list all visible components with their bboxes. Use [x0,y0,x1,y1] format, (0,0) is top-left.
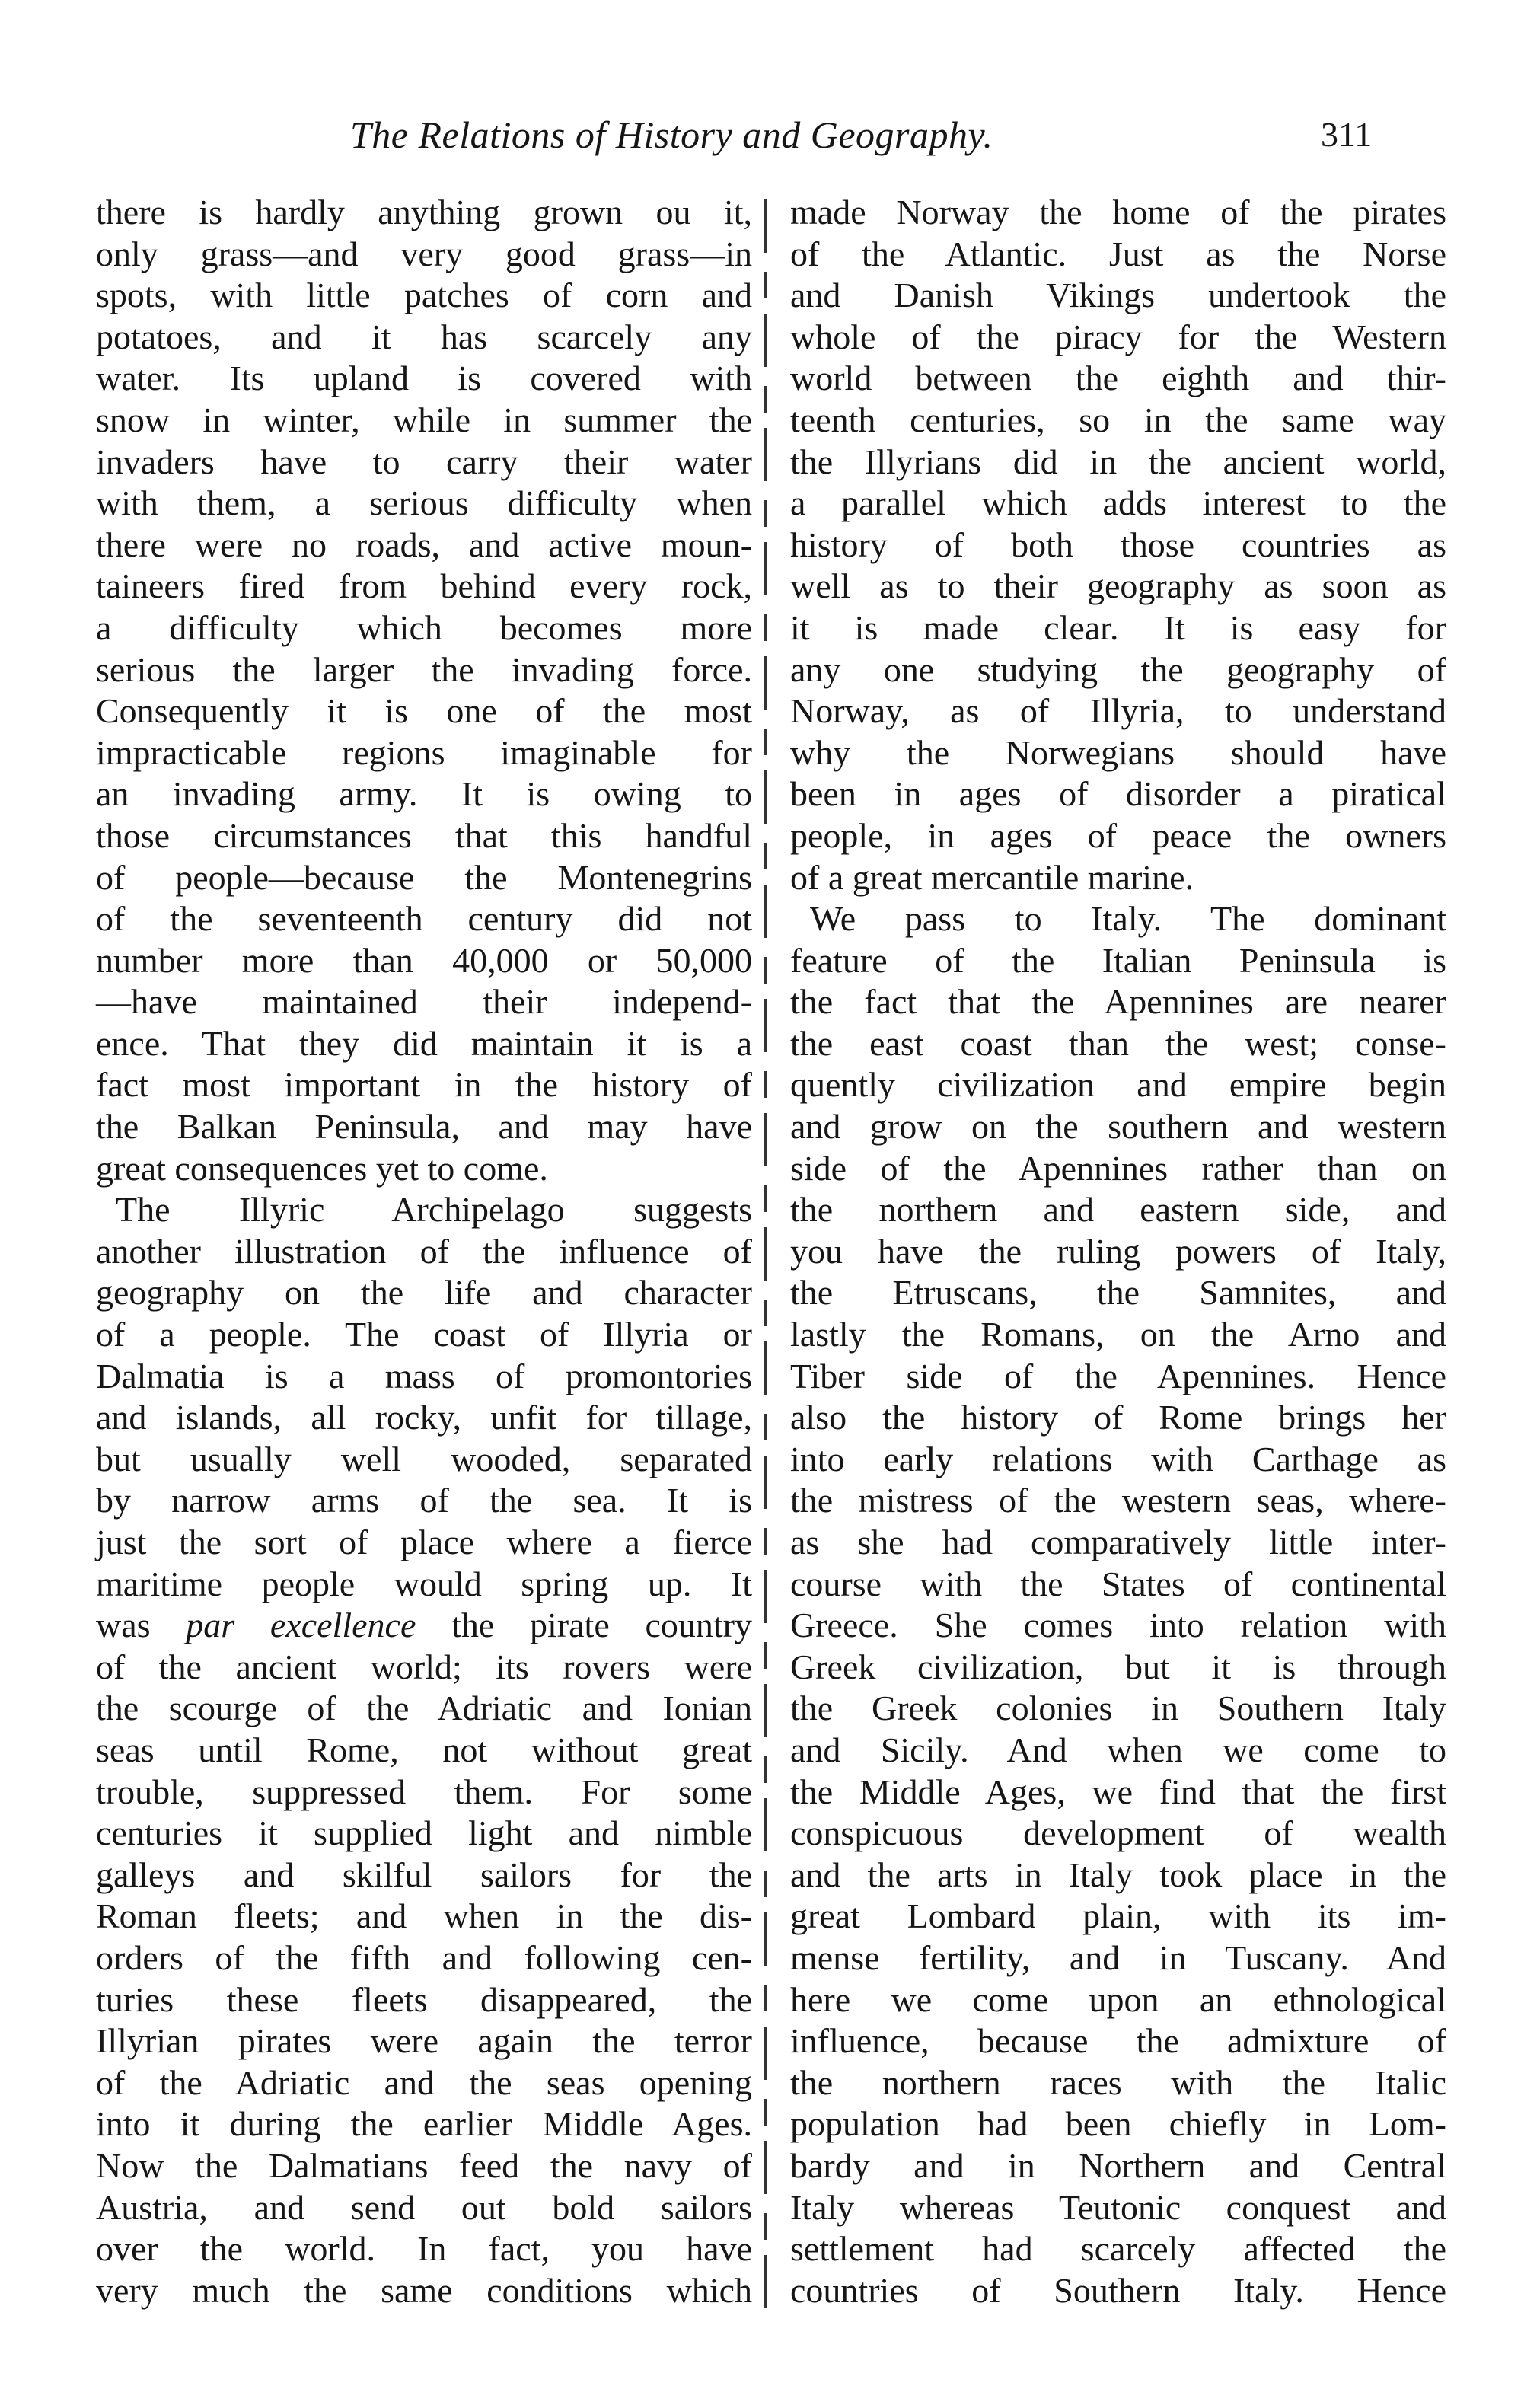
text-line: quently civilization and empire begin [790,1065,1446,1105]
text-line: ence. That they did maintain it is a [96,1023,752,1063]
text-line: taineers fired from behind every rock, [96,566,752,606]
text-line: the scourge of the Adriatic and Ionian [96,1689,752,1728]
text-line: mense fertility, and in Tuscany. And [790,1938,1446,1977]
text-line: We pass to Italy. The dominant [810,899,1446,939]
text-line: there is hardly anything grown ou it, [96,193,752,231]
text-line: here we come upon an ethnological [790,1979,1446,2019]
text-line: the Illyrians did in the ancient world, [790,442,1446,481]
text-line: Illyrian pirates were again the terror [96,2021,752,2061]
text-line: side of the Apennines rather than on [790,1148,1446,1188]
text-line: maritime people would spring up. It [96,1564,752,1603]
text-line: also the history of Rome brings her [790,1398,1446,1437]
text-line: potatoes, and it has scarcely any [96,317,752,356]
text-line: a parallel which adds interest to the [790,483,1446,523]
text-line: as she had comparatively little inter- [790,1523,1446,1561]
text-line: Greece. She comes into relation with [790,1606,1446,1645]
text-line: Norway, as of Illyria, to understand [790,691,1446,731]
text-line: into it during the earlier Middle Ages. [96,2104,752,2144]
text-line: great consequences yet to come. [96,1148,548,1188]
text-line: population had been chiefly in Lom- [790,2104,1446,2144]
text-line: Italy whereas Teutonic conquest and [790,2187,1446,2227]
running-head-title: The Relations of History and Geography. [350,113,993,156]
text-line: and islands, all rocky, unfit for tillage, [96,1398,752,1437]
text-line: the fact that the Apennines are nearer [790,982,1446,1022]
text-line: lastly the Romans, on the Arno and [790,1315,1446,1354]
text-line: the Greek colonies in Southern Italy [790,1689,1446,1728]
text-line: the Balkan Peninsula, and may have [96,1107,752,1147]
text-line: of a great mercantile marine. [790,857,1194,897]
text-line: well as to their geography as soon as [790,566,1446,606]
text-line: Now the Dalmatians feed the navy of [96,2145,752,2185]
text-line: of the Adriatic and the seas opening [96,2062,752,2102]
text-line: world between the eighth and thir- [790,359,1446,398]
right-text-column [790,192,1446,2311]
text-line: and Danish Vikings undertook the [790,276,1446,315]
text-line: with them, a serious difficulty when [96,483,752,523]
column-divider [764,199,767,2316]
italic-phrase: par excellence [186,1606,416,1645]
text-line: you have the ruling powers of Italy, [790,1231,1446,1271]
text-line: Consequently it is one of the most [96,691,752,731]
text-line: by narrow arms of the sea. It is [96,1481,752,1520]
text-line: of a people. The coast of Illyria or [96,1315,752,1354]
text-line: people, in ages of peace the owners [790,815,1446,855]
text-line: Tiber side of the Apennines. Hence [790,1356,1446,1395]
text-line: number more than 40,000 or 50,000 [96,940,752,980]
text-line: any one studying the geography of [790,649,1446,689]
text-line: history of both those countries as [790,525,1446,564]
text-line: trouble, suppressed them. For some [96,1772,752,1811]
text-line: spots, with little patches of corn and [96,276,752,315]
left-text-column [96,192,752,2311]
page-number: 311 [1321,115,1373,154]
text-line: the northern races with the Italic [790,2062,1446,2102]
text-line: Roman fleets; and when in the dis- [96,1896,752,1936]
text-line: but usually well wooded, separated [96,1439,752,1478]
text-line: over the world. In fact, you have [96,2229,752,2269]
text-line: snow in winter, while in summer the [96,400,752,439]
text-line: just the sort of place where a fierce [96,1523,752,1561]
text-line: Dalmatia is a mass of promontories [96,1356,752,1395]
text-line: galleys and skilful sailors for the [96,1855,752,1894]
text-line: and grow on the southern and western [790,1107,1446,1147]
text-line: was par excellence the pirate country [96,1606,752,1645]
text-line: it is made clear. It is easy for [790,608,1446,647]
text-line: influence, because the admixture of [790,2021,1446,2061]
text-line: a difficulty which becomes more [96,608,752,647]
text-line: of the ancient world; its rovers were [96,1647,752,1686]
text-line: Greek civilization, but it is through [790,1647,1446,1686]
text-line: fact most important in the history of [96,1065,752,1105]
text-line: whole of the piracy for the Western [790,317,1446,356]
text-line: the mistress of the western seas, where- [790,1481,1446,1520]
text-line: geography on the life and character [96,1273,752,1312]
text-line: into early relations with Carthage as [790,1439,1446,1478]
text-line: great Lombard plain, with its im- [790,1896,1446,1936]
text-line: feature of the Italian Peninsula is [790,940,1446,980]
text-line: very much the same conditions which [96,2270,752,2310]
text-line: seas until Rome, not without great [96,1730,752,1769]
text-line: made Norway the home of the pirates [790,193,1446,231]
text-line: why the Norwegians should have [790,732,1446,772]
text-line: turies these fleets disappeared, the [96,1979,752,2019]
text-line: the Middle Ages, we find that the first [790,1772,1446,1811]
text-line: been in ages of disorder a piratical [790,774,1446,814]
text-line: of the seventeenth century did not [96,899,752,939]
text-line: Austria, and send out bold sailors [96,2187,752,2227]
text-line: course with the States of continental [790,1564,1446,1603]
text-line: the Etruscans, the Samnites, and [790,1273,1446,1312]
text-line: settlement had scarcely affected the [790,2229,1446,2269]
text-line: conspicuous development of wealth [790,1813,1446,1853]
text-line: The Illyric Archipelago suggests [116,1190,752,1230]
text-line: an invading army. It is owing to [96,774,752,814]
text-line: serious the larger the invading force. [96,649,752,689]
text-line: centuries it supplied light and nimble [96,1813,752,1853]
text-line: orders of the fifth and following cen- [96,1938,752,1977]
text-line: only grass—and very good grass—in [96,234,752,273]
text-line: another illustration of the influence of [96,1231,752,1271]
text-line: —have maintained their independ- [96,982,752,1022]
text-line: water. Its upland is covered with [96,359,752,398]
text-line: of people—because the Montenegrins [96,857,752,897]
text-line: and Sicily. And when we come to [790,1730,1446,1769]
text-line: there were no roads, and active moun- [96,525,752,564]
text-line: those circumstances that this handful [96,815,752,855]
text-line: countries of Southern Italy. Hence [790,2270,1446,2310]
text-line: bardy and in Northern and Central [790,2145,1446,2185]
text-line: of the Atlantic. Just as the Norse [790,234,1446,273]
text-line: impracticable regions imaginable for [96,732,752,772]
text-line: invaders have to carry their water [96,442,752,481]
text-line: the northern and eastern side, and [790,1190,1446,1230]
text-line: and the arts in Italy took place in the [790,1855,1446,1894]
text-line: teenth centuries, so in the same way [790,400,1446,439]
text-line: the east coast than the west; conse- [790,1023,1446,1063]
